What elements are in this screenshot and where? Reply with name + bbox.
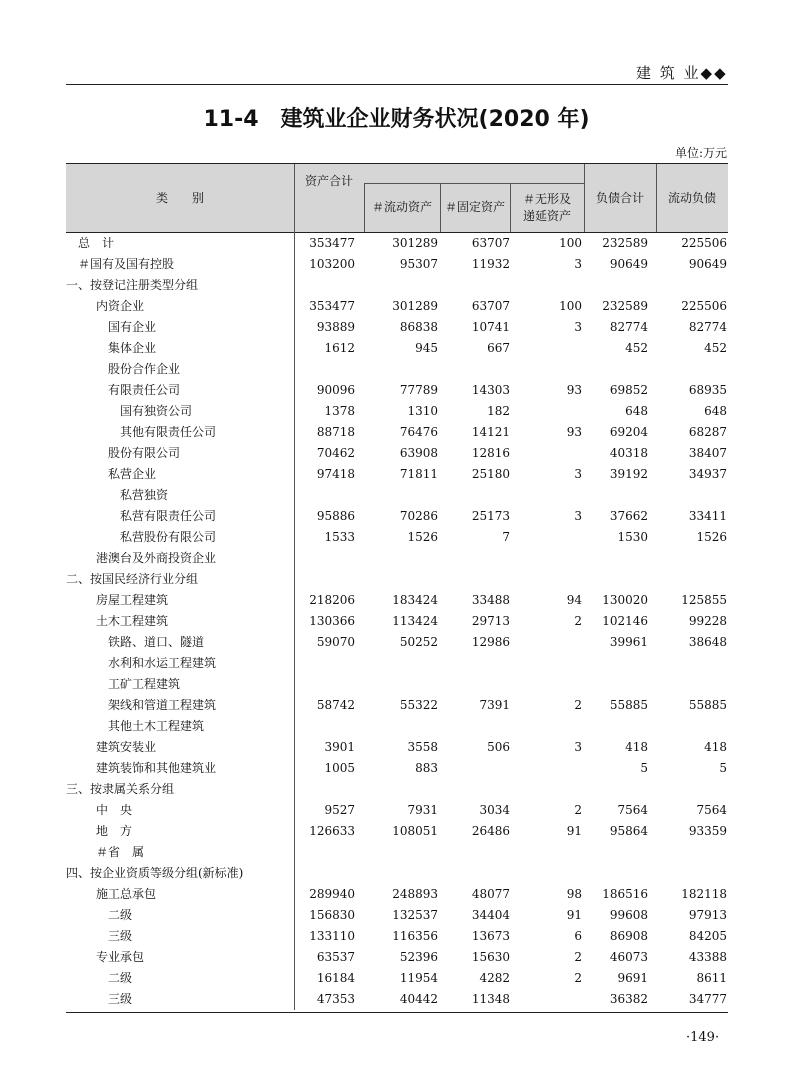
- cell-value: 77789: [399, 383, 438, 397]
- cell-value: 418: [625, 740, 648, 754]
- cell-value: 40442: [399, 992, 438, 1006]
- cell-value: 7931: [407, 803, 438, 817]
- cell-value: 97913: [688, 908, 727, 922]
- row-label: 地 方: [96, 824, 133, 838]
- cell-value: 55322: [399, 698, 438, 712]
- table-row: [66, 485, 728, 506]
- cell-value: 43388: [688, 950, 727, 964]
- cell-value: 2: [574, 614, 582, 628]
- row-label: 二、按国民经济行业分组: [66, 572, 199, 586]
- cell-value: 13673: [471, 929, 510, 943]
- table-row: [66, 611, 728, 632]
- table-row: [66, 989, 728, 1010]
- row-label: 建筑安装业: [96, 740, 157, 754]
- cell-value: 29713: [471, 614, 510, 628]
- cell-value: 452: [625, 341, 648, 355]
- cell-value: 248893: [392, 887, 438, 901]
- cell-value: 1310: [407, 404, 438, 418]
- cell-value: 2: [574, 971, 582, 985]
- cell-value: 33488: [471, 593, 510, 607]
- row-label: 一、按登记注册类型分组: [66, 278, 199, 292]
- section-name: 建 筑 业: [636, 64, 701, 82]
- row-label: 房屋工程建筑: [96, 593, 169, 607]
- cell-value: 156830: [309, 908, 355, 922]
- cell-value: 50252: [399, 635, 438, 649]
- cell-value: 9527: [324, 803, 355, 817]
- table-row: [66, 779, 728, 800]
- row-label: 总 计: [78, 236, 115, 250]
- cell-value: 3: [574, 740, 582, 754]
- unit-label: 单位:万元: [674, 146, 727, 160]
- table-row: [66, 653, 728, 674]
- cell-value: 34777: [688, 992, 727, 1006]
- cell-value: 3558: [407, 740, 438, 754]
- cell-value: 7564: [696, 803, 727, 817]
- diamond-ornament-icon: ◆◆: [700, 64, 728, 82]
- cell-value: 68935: [688, 383, 727, 397]
- table-row: [66, 632, 728, 653]
- cell-value: 353477: [309, 299, 355, 313]
- cell-value: 48077: [471, 887, 510, 901]
- table-row: [66, 758, 728, 779]
- col-intangible-assets: [510, 183, 584, 232]
- table-row: [66, 422, 728, 443]
- table-row: [66, 926, 728, 947]
- cell-value: 59070: [316, 635, 355, 649]
- cell-value: 3: [574, 257, 582, 271]
- row-label: 二级: [108, 908, 133, 922]
- row-label: 架线和管道工程建筑: [108, 698, 217, 712]
- header-rule: [66, 84, 728, 85]
- cell-value: 103200: [309, 257, 355, 271]
- table-row: [66, 443, 728, 464]
- cell-value: 47353: [316, 992, 355, 1006]
- cell-value: 91: [566, 824, 582, 838]
- table-row: [66, 821, 728, 842]
- cell-value: 289940: [309, 887, 355, 901]
- cell-value: 86908: [609, 929, 648, 943]
- row-label: 国有企业: [108, 320, 157, 334]
- cell-value: 82774: [688, 320, 727, 334]
- table-row: [66, 716, 728, 737]
- cell-value: 39192: [609, 467, 648, 481]
- row-label: 集体企业: [108, 341, 157, 355]
- cell-value: 126633: [309, 824, 355, 838]
- cell-value: 90096: [316, 383, 355, 397]
- cell-value: 1378: [324, 404, 355, 418]
- table-row: [66, 275, 728, 296]
- cell-value: 68287: [688, 425, 727, 439]
- cell-value: 4282: [479, 971, 510, 985]
- cell-value: 16184: [316, 971, 355, 985]
- cell-value: 76476: [399, 425, 438, 439]
- cell-value: 11932: [471, 257, 510, 271]
- cell-value: 95886: [316, 509, 355, 523]
- cell-value: 70462: [316, 446, 355, 460]
- cell-value: 6: [574, 929, 582, 943]
- table-row: [66, 359, 728, 380]
- cell-value: 88718: [316, 425, 355, 439]
- cell-value: 52396: [399, 950, 438, 964]
- cell-value: 39961: [609, 635, 648, 649]
- table-bottom-rule: [66, 1012, 728, 1013]
- cell-value: 55885: [688, 698, 727, 712]
- table-row: [66, 380, 728, 401]
- cell-value: 38648: [688, 635, 727, 649]
- cell-value: 232589: [602, 236, 648, 250]
- cell-value: 71811: [399, 467, 438, 481]
- cell-value: 93359: [688, 824, 727, 838]
- cell-value: 34404: [471, 908, 510, 922]
- cell-value: 58742: [316, 698, 355, 712]
- cell-value: 14303: [471, 383, 510, 397]
- row-label: 其他有限责任公司: [120, 425, 217, 439]
- cell-value: 232589: [602, 299, 648, 313]
- row-label: 铁路、道口、隧道: [108, 635, 205, 649]
- cell-value: 11954: [399, 971, 438, 985]
- cell-value: 70286: [399, 509, 438, 523]
- cell-value: 25173: [471, 509, 510, 523]
- row-label: 工矿工程建筑: [108, 677, 181, 691]
- row-label: 私营独资: [120, 488, 169, 502]
- running-header: [636, 62, 728, 83]
- cell-value: 12816: [471, 446, 510, 460]
- cell-value: 95864: [609, 824, 648, 838]
- row-label: 私营有限责任公司: [120, 509, 217, 523]
- table-row: [66, 590, 728, 611]
- table-row: [66, 800, 728, 821]
- page-number: ·149·: [686, 1030, 720, 1045]
- cell-value: 12986: [471, 635, 510, 649]
- cell-value: 94: [566, 593, 582, 607]
- row-label: 二级: [108, 971, 133, 985]
- row-label: 三、按隶属关系分组: [66, 782, 175, 796]
- row-label: 国有独资公司: [120, 404, 193, 418]
- row-label: 股份有限公司: [108, 446, 181, 460]
- cell-value: 46073: [609, 950, 648, 964]
- cell-value: 418: [704, 740, 727, 754]
- cell-value: 133110: [309, 929, 355, 943]
- cell-value: 1526: [407, 530, 438, 544]
- cell-value: 63707: [471, 236, 510, 250]
- cell-value: 37662: [609, 509, 648, 523]
- cell-value: 69852: [609, 383, 648, 397]
- cell-value: 218206: [309, 593, 355, 607]
- cell-value: 452: [704, 341, 727, 355]
- cell-value: 90649: [688, 257, 727, 271]
- cell-value: 82774: [609, 320, 648, 334]
- cell-value: 2: [574, 698, 582, 712]
- row-label: 股份合作企业: [108, 362, 181, 376]
- table-row: [66, 296, 728, 317]
- cell-value: 113424: [392, 614, 438, 628]
- table-row: [66, 905, 728, 926]
- cell-value: 14121: [471, 425, 510, 439]
- cell-value: 38407: [688, 446, 727, 460]
- table-row: [66, 968, 728, 989]
- col-intangible-line2: 递延资产: [522, 208, 571, 223]
- row-label: 中 央: [96, 803, 133, 817]
- cell-value: 93889: [316, 320, 355, 334]
- col-total-liabilities: 负债合计: [595, 190, 644, 205]
- cell-value: 36382: [609, 992, 648, 1006]
- cell-value: 95307: [399, 257, 438, 271]
- cell-value: 99228: [688, 614, 727, 628]
- cell-value: 225506: [681, 299, 727, 313]
- row-label: 港澳台及外商投资企业: [96, 551, 217, 565]
- col-current-assets: ＃流动资产: [371, 200, 432, 214]
- row-label: 四、按企业资质等级分组(新标准): [66, 866, 244, 880]
- cell-value: 3901: [324, 740, 355, 754]
- cell-value: 182: [487, 404, 510, 418]
- cell-value: 1005: [324, 761, 355, 775]
- cell-value: 26486: [471, 824, 510, 838]
- cell-value: 93: [566, 425, 582, 439]
- cell-value: 63908: [399, 446, 438, 460]
- cell-value: 8611: [696, 971, 727, 985]
- table-row: [66, 863, 728, 884]
- cell-value: 1526: [696, 530, 727, 544]
- row-label: 有限责任公司: [108, 383, 181, 397]
- table-row: [66, 338, 728, 359]
- table-row: [66, 569, 728, 590]
- row-label: 专业承包: [96, 950, 145, 964]
- cell-value: 7: [502, 530, 510, 544]
- cell-value: 40318: [609, 446, 648, 460]
- table-header: [66, 163, 728, 233]
- col-category: 类 别: [155, 190, 204, 205]
- cell-value: 648: [704, 404, 727, 418]
- cell-value: 1530: [617, 530, 648, 544]
- cell-value: 5: [640, 761, 648, 775]
- cell-value: 11348: [471, 992, 510, 1006]
- table-row: [66, 254, 728, 275]
- table-row: [66, 947, 728, 968]
- row-label: 私营企业: [108, 467, 157, 481]
- row-label: ＃省 属: [96, 845, 145, 859]
- cell-value: 97418: [316, 467, 355, 481]
- cell-value: 2: [574, 803, 582, 817]
- row-label: 施工总承包: [96, 887, 157, 901]
- cell-value: 2: [574, 950, 582, 964]
- cell-value: 1612: [324, 341, 355, 355]
- row-label: 水利和水运工程建筑: [108, 656, 217, 670]
- table-row: [66, 884, 728, 905]
- cell-value: 506: [487, 740, 510, 754]
- row-label: ＃国有及国有控股: [78, 257, 175, 271]
- cell-value: 86838: [399, 320, 438, 334]
- cell-value: 130020: [602, 593, 648, 607]
- cell-value: 15630: [471, 950, 510, 964]
- cell-value: 63707: [471, 299, 510, 313]
- row-label: 私营股份有限公司: [120, 530, 217, 544]
- cell-value: 3: [574, 320, 582, 334]
- cell-value: 116356: [392, 929, 438, 943]
- cell-value: 183424: [392, 593, 438, 607]
- cell-value: 301289: [392, 299, 438, 313]
- col-fixed-assets: ＃固定资产: [444, 200, 505, 214]
- cell-value: 33411: [688, 509, 727, 523]
- row-label: 内资企业: [96, 299, 145, 313]
- row-label: 建筑装饰和其他建筑业: [96, 761, 217, 775]
- table-row: [66, 506, 728, 527]
- cell-value: 100: [559, 299, 582, 313]
- cell-value: 3: [574, 467, 582, 481]
- cell-value: 25180: [471, 467, 510, 481]
- cell-value: 90649: [609, 257, 648, 271]
- cell-value: 100: [559, 236, 582, 250]
- cell-value: 5: [719, 761, 727, 775]
- cell-value: 91: [566, 908, 582, 922]
- table-row: [66, 737, 728, 758]
- table-row: [66, 317, 728, 338]
- cell-value: 883: [415, 761, 438, 775]
- cell-value: 3: [574, 509, 582, 523]
- table-row: [66, 695, 728, 716]
- cell-value: 1533: [324, 530, 355, 544]
- row-label: 土木工程建筑: [96, 614, 169, 628]
- cell-value: 98: [566, 887, 582, 901]
- table-title: 11-4 建筑业企业财务状况(2020 年): [203, 107, 590, 132]
- cell-value: 182118: [681, 887, 727, 901]
- table-row: [66, 233, 728, 254]
- col-intangible-line1: ＃无形及: [522, 191, 571, 206]
- cell-value: 945: [415, 341, 438, 355]
- cell-value: 130366: [309, 614, 355, 628]
- cell-value: 34937: [688, 467, 727, 481]
- cell-value: 667: [487, 341, 510, 355]
- cell-value: 69204: [609, 425, 648, 439]
- table-row: [66, 674, 728, 695]
- cell-value: 102146: [602, 614, 648, 628]
- cell-value: 108051: [392, 824, 438, 838]
- cell-value: 648: [625, 404, 648, 418]
- row-label: 三级: [108, 929, 133, 943]
- cell-value: 132537: [392, 908, 438, 922]
- cell-value: 55885: [609, 698, 648, 712]
- row-label: 其他土木工程建筑: [108, 719, 205, 733]
- table-row: [66, 401, 728, 422]
- col-total-assets: 资产合计: [304, 173, 353, 188]
- cell-value: 9691: [617, 971, 648, 985]
- cell-value: 186516: [602, 887, 648, 901]
- cell-value: 93: [566, 383, 582, 397]
- cell-value: 301289: [392, 236, 438, 250]
- cell-value: 84205: [688, 929, 727, 943]
- row-label: 三级: [108, 992, 133, 1006]
- table-row: [66, 464, 728, 485]
- col-current-liabilities: 流动负债: [667, 190, 716, 205]
- cell-value: 225506: [681, 236, 727, 250]
- cell-value: 353477: [309, 236, 355, 250]
- cell-value: 3034: [479, 803, 510, 817]
- cell-value: 7564: [617, 803, 648, 817]
- table-row: [66, 527, 728, 548]
- cell-value: 7391: [479, 698, 510, 712]
- cell-value: 125855: [681, 593, 727, 607]
- table-row: [66, 548, 728, 569]
- table-row: [66, 842, 728, 863]
- cell-value: 10741: [471, 320, 510, 334]
- cell-value: 99608: [609, 908, 648, 922]
- cell-value: 63537: [316, 950, 355, 964]
